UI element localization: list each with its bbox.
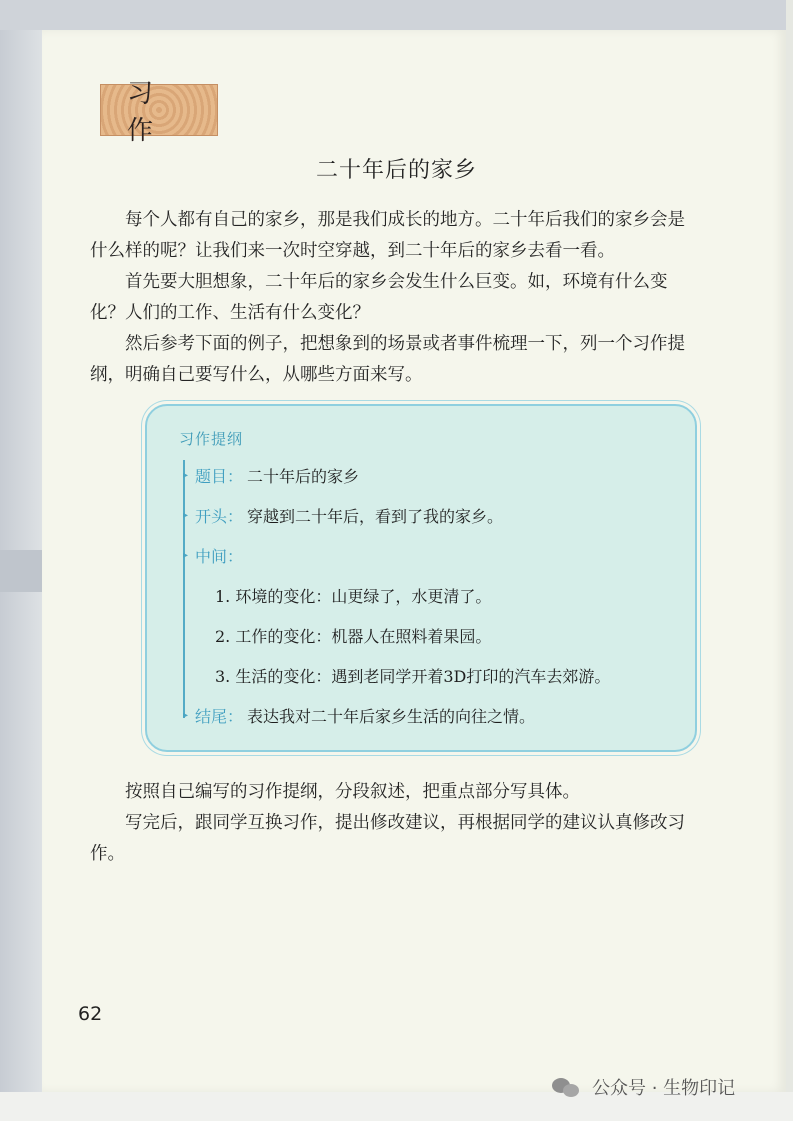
footer-text: 公众号 · 生物印记 — [592, 1078, 736, 1099]
outline-topic-value: 二十年后的家乡 — [247, 467, 360, 486]
branch-arrow-icon: ▸ — [183, 470, 189, 481]
wechat-icon — [552, 1076, 582, 1098]
page-number: 62 — [78, 1003, 103, 1025]
outline-middle-item-1: 1. 环境的变化：山更绿了，水更清了。 — [215, 587, 492, 606]
page-left-edge — [0, 30, 42, 1092]
paragraph-1: 每个人都有自己的家乡，那是我们成长的地方。二十年后我们的家乡会是什么样的呢？让我们来一次时空穿越，到二十年后的家乡去看一看。 — [90, 210, 685, 261]
outline-middle-item-2: 2. 工作的变化：机器人在照料着果园。 — [215, 627, 492, 646]
outline-middle — [183, 544, 247, 567]
paragraph-4: 按照自己编写的习作提纲，分段叙述，把重点部分写具体。 — [125, 782, 580, 802]
paragraph-2: 首先要大胆想象，二十年后的家乡会发生什么巨变。如，环境有什么变化？人们的工作、生活有什么变化？ — [90, 272, 668, 323]
outline-middle-key: 中间： — [195, 547, 244, 566]
outline-opening — [183, 504, 503, 527]
outline-opening-key: 开头： — [195, 507, 244, 526]
branch-arrow-icon: ▸ — [183, 710, 189, 721]
outline-opening-value: 穿越到二十年后，看到了我的家乡。 — [247, 507, 504, 526]
outline-topic-key: 题目： — [195, 467, 244, 486]
paragraph-5: 写完后，跟同学互换习作，提出修改建议，再根据同学的建议认真修改习作。 — [90, 813, 685, 864]
outline-topic — [183, 464, 359, 487]
outline-tree-line — [183, 460, 185, 718]
outline-middle-item-3: 3. 生活的变化：遇到老同学开着3D打印的汽车去郊游。 — [215, 667, 611, 686]
branch-arrow-icon: ▸ — [183, 550, 189, 561]
outline-ending — [183, 704, 535, 727]
outline-ending-value: 表达我对二十年后家乡生活的向往之情。 — [247, 707, 536, 726]
outline-title: 习作提纲 — [179, 430, 244, 448]
page-notch — [0, 550, 42, 592]
page-title: 二十年后的家乡 — [315, 158, 477, 183]
section-label: 习作 — [100, 84, 218, 136]
branch-arrow-icon: ▸ — [183, 510, 189, 521]
footer-attribution — [552, 1074, 735, 1100]
paragraph-3: 然后参考下面的例子，把想象到的场景或者事件梳理一下，列一个习作提纲，明确自己要写什么，从哪些方面来写。 — [90, 334, 685, 385]
writing-outline-box — [145, 404, 697, 752]
outline-ending-key: 结尾： — [195, 707, 244, 726]
